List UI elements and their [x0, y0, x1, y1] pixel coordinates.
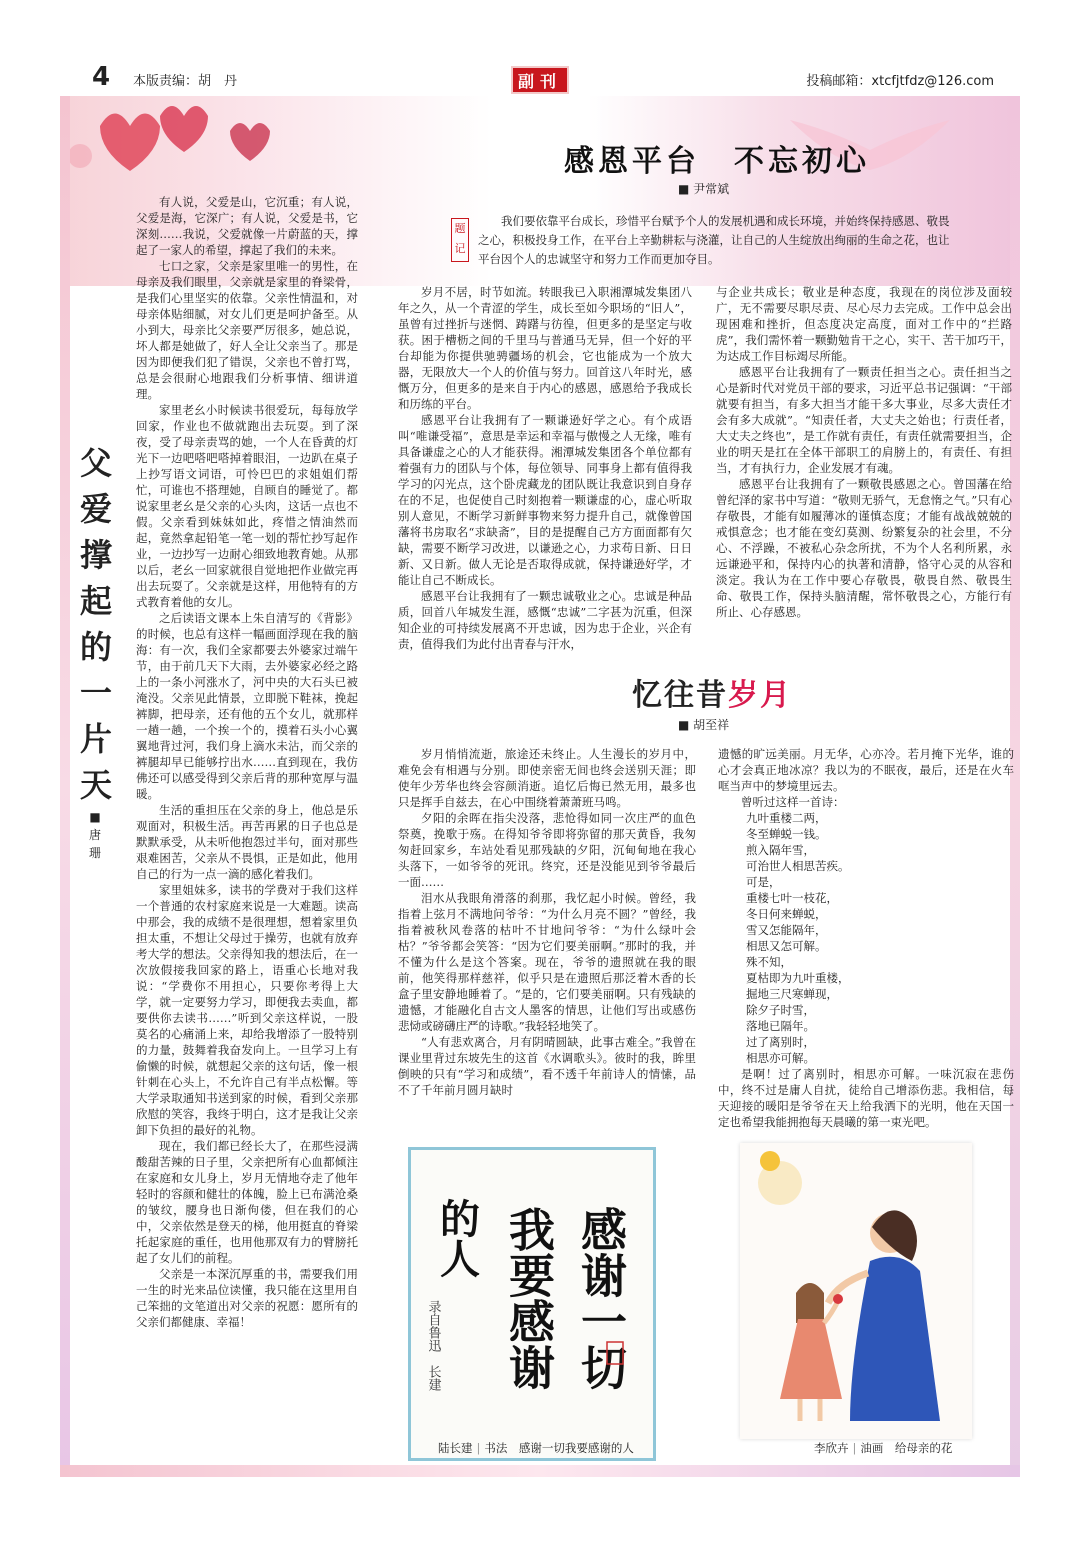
poem-line: 可治世人相思苦疾。 [746, 859, 850, 873]
paragraph: 家里姐妹多，读书的学费对于我们这样一个普通的农村家庭来说是一大难题。读高中那会，我的成绩不是很理想，想着家里负担太重，不想让父母过于操劳，也就有放弃考大学的想法。父亲得知我的想法后，在一次放假接我回家的路上，语重心长地对我说：“学费你不用担心，只要你考得上大学，就一定要努力学习，即便我去卖血，都要供你去读书……”听到父亲这样说，一股莫名的心痛涌上来，却给我增添了一股特别的力量，鼓舞着我奋发向上。一旦学习上有偷懒的时候，就想起父亲的这句话，像一根针刺在心头上，不允许自己有半点松懈。等大学录取通知书送到家的时候，看到父亲那欣慰的笑容，我终于明白，这才是我让父亲卸下负担的最好的礼物。 [136, 883, 358, 1137]
paragraph: 感恩平台让我拥有了一颗忠诚敬业之心。忠诚是种品质，回首八年城发生涯，感慨“忠诚”二字甚为沉重，但深知企业的可持续发展离不开忠诚，因为忠于企业，兴企有责，值得我们为此付出青春与汗水， [398, 589, 692, 651]
masthead [0, 60, 1080, 96]
svg-text:的人 [434, 1198, 481, 1278]
painting-caption: 李欣卉 | 油画 给母亲的花 [814, 1441, 953, 1455]
caption-author: 李欣卉 [814, 1441, 849, 1455]
paragraph: 之后读语文课本上朱自清写的《背影》的时候，也总有这样一幅画面浮现在我的脑海：有一次，我们全家都要去外婆家过端午节，由于前几天下大雨，去外婆家必经之路上的一条小河涨水了，河中央的大石头已被淹没。父亲见此情景，立即脱下鞋袜，挽起裤脚，把母亲，还有他的五个女儿，就那样一趟一趟，一个挨一个的，摸着石头小心翼翼地背过河，我们身上滴水未沾，而父亲的裤腿却早已能够拧出水……直到现在，我仿佛还可以感受得到父亲后背的那种宽厚与温暖。 [136, 611, 358, 801]
section-badge: 副刊 [511, 66, 569, 94]
article2-column-1 [398, 746, 696, 1141]
submission-email: 投稿邮箱：xtcfjtfdz@126.com [806, 74, 994, 89]
left-frame [60, 96, 70, 1476]
paragraph: 感恩平台让我拥有了一颗敬畏感恩之心。曾国藩在给曾纪泽的家书中写道：“敬则无骄气，无怠惰之气。”只有心存敬畏，才能有如履薄冰的谨慎态度；才能有战战兢兢的戒惧意念；也才能在变幻莫测、纷繁复杂的社会里，不分心、不浮躁，不被私心杂念所扰，不为个人名利所累，永远谦逊平和，保持内心的执著和清静，恪守心灵的从容和淡定。我认为在工作中要心存敬畏，敬畏自然、敬畏生命、敬畏工作，保持头脑清醒，常怀敬畏之心，方能行有所止、心存感恩。 [716, 477, 1012, 619]
poem-line: 重楼七叶一枝花， [746, 891, 838, 905]
paragraph: 曾听过这样一首诗： [741, 795, 845, 809]
paragraph: 岁月不居，时节如流。转眼我已入职湘潭城发集团八年之久，从一个青涩的学生，成长至如今职场的“旧人”，虽曾有过挫折与迷惘、踌躇与彷徨，但更多的是坚定与收获。困于槽枥之间的千里马与普通马无异，但一个好的平台却能为你提供驰骋疆场的机会，它也能成为一个放大器，无限放大一个人的价值与努力。回首这八年时光，感慨万分，但更多的是来自于内心的感恩，感恩给予我成长和历练的平台。 [398, 285, 692, 411]
calligraphy-line-3: 的人 [433, 1198, 481, 1278]
caption-title: 给母亲的花 [894, 1441, 953, 1455]
paragraph: 现在，我们都已经长大了，在那些浸满酸甜苦辣的日子里，父亲把所有心血都倾注在家庭和女儿身上，岁月无情地夺走了他年轻时的容颜和健壮的体魄，脸上已布满沧桑的皱纹，腰身也日渐佝偻，但在我们的心中，父亲依然是登天的梯，他用挺直的脊梁托起家庭的重任，也用他那双有力的臂膀托起了女儿们的前程。 [136, 1139, 358, 1265]
paragraph: 家里老幺小时候读书很爱玩，每每放学回家，作业也不做就跑出去玩耍。到了深夜，受了母亲责骂的她，一个人在昏黄的灯光下一边吧嗒吧嗒掉着眼泪，一边趴在桌子上抄写语文词语，可怜巴巴的求姐姐们帮忙，可谁也不搭理她，自顾自的睡觉了。都说家里老幺是父亲的心头肉，这话一点也不假。父亲看到妹妹如此，疼惜之情油然而起，竟然拿起铅笔一笔一划的帮忙抄写起作业，一边抄写一边耐心细致地教育她。从那以后，老幺一回家就很自觉地把作业做完再出去玩耍了。父亲就是这样，用他特有的方式教育着他的女儿。 [136, 403, 358, 609]
painting-artwork [740, 1143, 972, 1439]
poem-line: 冬至蝉蜕一钱。 [746, 827, 827, 841]
paragraph: 感恩平台让我拥有了一颗责任担当之心。责任担当之心是新时代对党员干部的要求，习近平总书记强调：“干部就要有担当，有多大担当才能干多大事业，尽多大责任才会有多大成就”。“知责任者，大丈夫之始也；行责任者，大丈夫之终也”，是工作就有责任，有责任就需要担当，企业的明天是扛在全体干部职工的肩膀上的，有责任、有担当，才有执行力，企业发展才有魂。 [716, 365, 1012, 475]
caption-title: 感谢一切我要感谢的人 [518, 1441, 634, 1455]
left-article-title: 父爱撑起的一片天 [79, 444, 112, 804]
left-article-body [136, 194, 358, 1462]
calligraphy-line-2: 我要感谢 [502, 1206, 556, 1390]
poem-line: 落地已隔年。 [746, 1019, 815, 1033]
paragraph: 遗憾的旷远美丽。月无华，心亦冷。若月掩下光华，谁的心才会真正地冰凉？我以为的不眠夜，最后，还是在火车哐当声中的梦境里远去。 [718, 747, 1014, 793]
article1-title: 感恩平台 不忘初心 [564, 144, 870, 179]
poem-line: 雪又怎能隔年， [746, 923, 827, 937]
editor-credit: 本版责编：胡 丹 [133, 74, 238, 89]
article2-title-black: 忆往昔 [632, 678, 728, 713]
paragraph: 有人说，父爱是山，它沉重；有人说，父爱是海，它深广；有人说，父爱是书，它深刻……我说，父爱就像一片蔚蓝的天，撑起了一家人的希望，撑起了我们的未来。 [136, 195, 358, 257]
tiji-label: 题记 [451, 218, 469, 262]
paragraph: 夕阳的余晖在指尖没落，悲怆得如同一次庄严的血色祭奠，挽歌于殇。在得知爷爷即将弥留的那天黄昏，我匆匆赶回家乡，车站处看见那残缺的夕阳，沉甸甸地在我心头落下，一如爷爷的死讯。终究，还是没能见到爷爷最后一面…… [398, 811, 696, 889]
caption-author: 陆长建 [438, 1441, 473, 1455]
article2-title-red: 岁月 [728, 678, 792, 713]
caption-type: 书法 [484, 1441, 508, 1455]
poem-line: 冬日何来蝉蜕， [746, 907, 827, 921]
poem-line: 相思又怎可解。 [746, 939, 827, 953]
article1-epigraph: 我们要依靠平台成长，珍惜平台赋予个人的发展机遇和成长环境，并始终保持感恩、敬畏之心，积极投身工作，在平台上辛勤耕耘与浇灌，让自己的人生绽放出绚丽的生命之花，也让平台因个人的忠诚坚守和努力工作而更加夺目。 [478, 214, 950, 266]
poem-line: 相思亦可解。 [746, 1051, 815, 1065]
article2-column-2 [718, 746, 1014, 1141]
paragraph: 感恩平台让我拥有了一颗谦逊好学之心。有个成语叫“唯谦受福”，意思是幸运和幸福与傲慢之人无缘，唯有具备谦虚之心的人才能获得。湘潭城发集团各个单位都有着强有力的团队与个体，每位领导、同事身上都有值得我学习的闪光点，这个卧虎藏龙的团队既让我意识到自身存在的不足，也促使自己时刻抱着一颗谦虚的心，虚心听取别人意见，不断学习新鲜事物来努力提升自己，就像曾国藩将书房取名“求缺斋”，目的是提醒自己方方面面都有欠缺，需要不断学习改进，以谦逊之心，力求苟日新、日日新、又日新。做人无论是否取得成就，保持谦逊好学，才能让自己不断成长。 [398, 413, 692, 587]
caption-type: 油画 [860, 1441, 884, 1455]
paragraph: 是啊！过了离别时，相思亦可解。一味沉寂在悲伤中，终不过是庸人自扰，徒给自己增添伤悲。我相信，每天迎接的暖阳是爷爷在天上给我洒下的光明，他在天国一定也希望我能拥抱每天晨曦的第一束光吧。 [718, 1067, 1014, 1129]
svg-text:感谢一切 [574, 1206, 628, 1390]
poem-line: 煎入隔年雪， [746, 843, 815, 857]
poem-line: 夏枯即为九叶重楼， [746, 971, 850, 985]
calligraphy-image [411, 1150, 653, 1458]
paragraph: 父亲是一本深沉厚重的书，需要我们用一生的时光来品位读懂，我只能在这里用自己笨拙的文笔道出对父亲的祝愿：愿所有的父亲们都健康、幸福！ [136, 1267, 358, 1329]
poem-line: 可是， [746, 875, 781, 889]
paragraph: 岁月悄悄流逝，旅途还未终止。人生漫长的岁月中，难免会有相遇与分别。即使亲密无间也终会送别天涯；即使年少芳华也终会容颜消逝。追忆后悔已然无用，最多也只是挥手自兹去，在心中围绕着萧萧班马鸣。 [398, 747, 696, 809]
article1-author: ■ 尹常斌 [678, 182, 730, 196]
paragraph: 生活的重担压在父亲的身上，他总是乐观面对，积极生活。再苦再累的日子也总是默默承受，从未听他抱怨过半句，面对那些艰难困苦，父亲从不畏惧，正是如此，他用自己的行为一点一滴的感化着我们。 [136, 803, 358, 881]
paragraph: 泪水从我眼角滑落的刹那，我忆起小时候。曾经，我指着上弦月不满地问爷爷：“为什么月亮不圆？”曾经，我指着被秋风卷落的枯叶不甘地问爷爷：“为什么绿叶会枯？”爷爷都会笑答：“因为它们要美丽啊。”那时的我，并不懂为什么是这个答案。现在，爷爷的遗照就在我的眼前，他笑得那样慈祥，似乎只是在遗照后那泛着木香的长盒子里安静地睡着了。“是的，它们要美丽啊。只有残缺的遗憾，才能融化自古文人墨客的情思，让他们写出或感伤悲恸或磅礴庄严的诗歌。”我轻轻地笑了。 [398, 891, 696, 1033]
calligraphy-caption: 陆长建 | 书法 感谢一切我要感谢的人 [438, 1441, 634, 1455]
article2-author: ■ 胡至祥 [678, 718, 730, 732]
poem-line: 除夕子时雪， [746, 1003, 815, 1017]
poem-line: 九叶重楼二两， [746, 811, 827, 825]
poem-line: 殊不知， [746, 955, 792, 969]
poem-line: 过了离别时， [746, 1035, 815, 1049]
calligraphy-line-1: 感谢一切 [574, 1206, 628, 1390]
painting-image [740, 1143, 972, 1439]
svg-text:我要感谢 [502, 1206, 556, 1390]
page-number: 4 [92, 62, 111, 92]
paragraph: “人有悲欢离合，月有阴晴圆缺，此事古难全。”我曾在课业里背过东坡先生的这首《水调歌头》。彼时的我，眸里倒映的只有“学习和成绩”，看不透千年前诗人的情愫，品不了千年前月圆月缺时 [398, 1035, 696, 1097]
paragraph: 与企业共成长；敬业是种态度，我现在的岗位涉及面较广，无不需要尽职尽责、尽心尽力去完成。工作中总会出现困难和挫折，但态度决定高度，面对工作中的“拦路虎”，我们需怀着一颗勤勉肯干之心，实干、苦干加巧干，为达成工作目标竭尽所能。 [716, 285, 1012, 363]
paragraph: 七口之家，父亲是家里唯一的男性，在母亲及我们眼里，父亲就是家里的脊梁骨，是我们心里坚实的依靠。父亲性情温和，对母亲体贴细腻，对女儿们更是呵护备至。从小到大，母亲比父亲要严厉很多，她总说，坏人都是她做了，好人全让父亲当了。那是因为即便我们犯了错误，父亲也不曾打骂，总是会很耐心地跟我们分析事情、细讲道理。 [136, 259, 358, 401]
poem-line: 掘地三尺寒蝉现， [746, 987, 838, 1001]
bottom-frame [60, 1465, 1020, 1477]
left-article-author: ■ 唐珊 [88, 810, 101, 860]
article1-column-2 [716, 284, 1012, 664]
article1-column-1 [398, 284, 692, 664]
calligraphy-artwork [408, 1147, 656, 1461]
hearts-illustration [60, 96, 360, 196]
calligraphy-inscription: 录自鲁迅 长建 [425, 1300, 441, 1391]
poem [718, 810, 1014, 1066]
article2-title [632, 670, 792, 714]
